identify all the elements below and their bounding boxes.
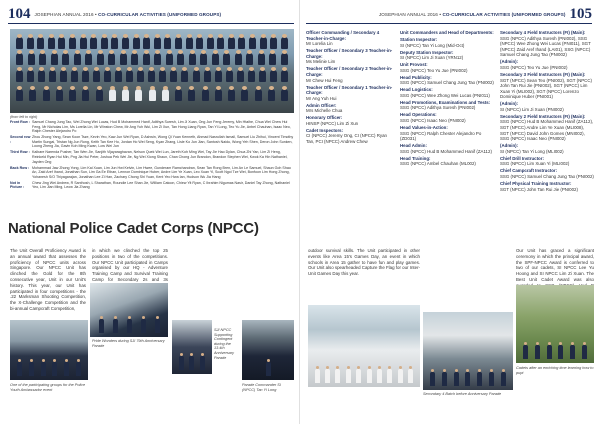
photo-figures <box>427 366 509 386</box>
running-head-right: JOSEPHIAN ANNUAL 2016 • CO-CURRICULAR ACTIVITIES (UNIFORMED GROUPS) <box>378 11 566 17</box>
officer-role: Unit Provost: <box>400 62 428 68</box>
officer-role: Deputy Station Inspector: <box>400 49 454 55</box>
officer-entry <box>306 30 394 47</box>
officer-role: Head Training: <box>400 155 431 161</box>
officer-name: SI (NPCC) Tan Yi Long (Mid-Oct) <box>400 42 465 48</box>
name-row <box>10 181 294 190</box>
officers-column-1 <box>306 30 394 146</box>
officer-entry <box>500 101 594 112</box>
row-names: Mohammad Jaw Zhong Yong, Lim Kai Xuan, Lim Jun Hwi Kelvin, Lim Hwee, Gunderam Ramchandran, Sean Tan Rong Bren, Lim An Le Samuel, Shaun Goh Shao An, Zaid Aref Ihand, Jonathan Sun, Lim Ga Ee Ethan, Lennon Dominique Huber, Andre Lim Ye Xuan, Leo Xuan Yi, Scott Ngoi Tze Wei, Bonfoon Lim Hong Zhong, Yohanesh S/O Thiyagarajan, Jonathan Lee Zi Han, Zachary Chong Shi Yuan, Kent Yeo Hwa Ian, Hudson Wu Jia Hang <box>32 165 291 179</box>
officer-name: SSG (NPCC) Wee Zhong Wei Lucas (PNI011) <box>400 92 490 98</box>
row-names: Chew Jing Wei Andrew, R Santhosh, L Sharathan, Roundie Lee Shan Jie, William Catoon, Chiew Yit Ryan, C Ibrahim Nigumas Nasir, Daniel Tay Zhong, Nathaniel Yeo, Lim Jian Ming, Leow Jia Zhang <box>32 180 290 190</box>
photo-order-note: (from left to right) <box>10 115 38 119</box>
photo-cadets-training <box>516 285 594 363</box>
officer-role: Teacher Officer / Secondary 2 Teacher-in-Charge: <box>306 66 393 77</box>
officer-role: (Admin): <box>500 101 519 107</box>
officer-role: (Admin): <box>500 59 519 65</box>
caption-contingent: SJI NPCC Supporting Contingent during the 13.4th Anniversary Parade <box>214 328 235 360</box>
body-column-1 <box>10 248 86 314</box>
officer-entry <box>500 156 594 167</box>
body-column-2 <box>92 248 168 282</box>
right-header <box>375 6 592 22</box>
officer-role: Head Promotions, Examinations and Tests: <box>400 99 491 105</box>
officer-entry <box>306 48 394 65</box>
officer-name: CI (NPCC) Jeremy Ong, CI (NPCC) Ryan Tan, PCI (NPCC) Andrew Chew <box>306 133 387 145</box>
publication-name: JOSEPHIAN ANNUAL 2016 <box>378 11 438 17</box>
officer-name: SSG (NPCC) Adithya Suresh (PNI002) <box>400 105 476 111</box>
right-page <box>300 0 600 424</box>
row-names: Kalbare Narenda Pusher, Tan Wen Jie, Sanjith Vijayaraghavan, Nelson Quek Wei Lun, Jareth Koh Ming Wei, Tay Jie Hao Dylan, Chua Zhi Yan, Lim Zi Heng, Reinkeld Ryan Hui Min, Png Jia Hui Peter, Joshua Pek Wei Jie, Ng Wei Xiong Shaun, Chan Chong Jun Brandon, Brandon Stephen Wei, Kwok Ka Hin Nathaniel, Jayden Ong <box>32 150 288 164</box>
photo-parade-commander <box>242 320 294 380</box>
name-row <box>10 150 294 164</box>
officer-entry <box>306 103 394 114</box>
officer-role: Head Admin: <box>400 143 427 149</box>
officer-role: Unit Commanders and Head of Departments: <box>400 30 494 35</box>
officer-name: SSG (NPCC) Teo Yu Jue (PNI002) <box>500 64 568 70</box>
officer-entry <box>306 66 394 83</box>
officer-entry <box>400 156 494 167</box>
running-head-left: JOSEPHIAN ANNUAL 2016 • CO-CURRICULAR ACTIVITIES (UNIFORMED GROUPS) <box>34 11 222 17</box>
caption-parade: One of the participating groups for the Police Youth Ambassador event <box>10 383 86 392</box>
officer-role: Honorary Officer: <box>306 115 343 121</box>
officer-entry <box>400 37 494 48</box>
officers-column-2 <box>400 30 494 168</box>
photo-figures <box>246 356 290 376</box>
officer-role: Chief Campcraft Instructor: <box>500 168 558 174</box>
officer-entry <box>400 62 494 73</box>
officer-name: HINSP (NPCC) Lim Zi Xun <box>306 120 359 126</box>
officers-column-3 <box>500 30 594 194</box>
officer-entry <box>500 181 594 192</box>
officer-role: Secondary 3 Field Instructors (FI) (Main): <box>500 71 586 77</box>
left-header <box>8 6 225 22</box>
caption-drum: Pride Wonders during SJI 79th Anniversary Parade <box>92 339 165 348</box>
officer-name: Mr Lorelia Lin <box>306 41 333 47</box>
publication-name: JOSEPHIAN ANNUAL 2016 <box>34 11 94 17</box>
group-photo-names <box>10 120 294 191</box>
officer-entry <box>500 72 594 100</box>
officer-entry <box>500 168 594 179</box>
officer-role: Head Operations: <box>400 112 437 118</box>
officer-entry <box>400 30 494 36</box>
officer-entry <box>400 125 494 142</box>
row-names: Samuel Chang Jung Tao, Wei Zhong Wei Lucas, Hud B Mohammed Hanif, Adithya Suresh, Lim Ji Xuan, Ong Jun Feng Jeremy, Min Htaihe, Chua Wei Chew Hui Feng, Mr Nicholas Lim, Ms Lorelia Lin, Mr Winston Chew, Mr Ang Yuh Wui, Lim Zi Xun, Tan Hong Liang Ryan, Tan Yi Long, Teo Yu Jie, Anbel Chauhan, Isaac Neo, Ralph Chester Alejandro Po <box>32 120 291 134</box>
officer-entry <box>400 50 494 61</box>
photo-secondary-4-batch <box>423 312 513 390</box>
officer-entry <box>400 75 494 86</box>
body-paragraph: The Unit Overall Proficiency Award is an annual award that assesses the proficiency of NPCC units across Singapore. Our NPCC Unit has clinched the Gold for the 8th consecutive year, Unit in our Unit's history. This year, our Unit has participated in four competitions - the .22 Marksman Shooting Competition, the X-Challenge Competition and the bi-annual Campcraft Competition, <box>10 248 86 311</box>
photo-figures <box>14 356 84 376</box>
photo-figures <box>176 350 208 370</box>
photo-drum-band <box>90 283 168 337</box>
caption-commander: Parade Commander SI (NPCC) Tan Yi Long <box>242 383 281 392</box>
row-label: Front Row : <box>10 120 30 124</box>
officer-name: Ms Melinie Lim <box>306 59 336 65</box>
caption-drill: Cadets after an enriching time learning how to pupt <box>516 366 594 375</box>
officer-name: Mrs Michelle Chua <box>306 108 343 114</box>
section-name: CO-CURRICULAR ACTIVITIES (UNIFORMED GROUPS) <box>98 11 222 17</box>
officer-role: Head Publicity: <box>400 74 432 80</box>
officer-role: Head Logistics: <box>400 87 433 93</box>
officer-role: (Admin): <box>500 143 519 149</box>
row-label: Not in Picture : <box>10 180 25 190</box>
name-row <box>10 120 294 134</box>
header-rule-right <box>306 23 592 24</box>
officer-role: Secondary 4 Field Instructors (FI) (Main): <box>500 30 586 35</box>
header-rule-left <box>8 23 294 24</box>
body-column-4 <box>516 248 594 284</box>
officer-role: Teacher Officer / Secondary 1 Teacher-in-Charge: <box>306 84 393 96</box>
officer-name: SSG (NPCC) Adithya Suresh (PNI002), SSG (NPCC) Wee Zhong Wei Lucas (PNI011), SGT (NPCC) Zaid Aref Ihand (LAI01), SSG (NPCC) Samuel Chang Jung Tao (PNI002) <box>500 35 591 58</box>
officer-entry <box>400 112 494 123</box>
photo-contingent <box>172 320 212 374</box>
officer-name: SSG (NPCC) Teo Yu Jue (PNI002) <box>400 67 468 73</box>
officer-name: SSG (NPCC) Hud B Mohammed Hanif (ZA112), SGT (NPCC) Andre Lim Ye Xuan (MLI008), SGT (NPCC) David John Gomes (MNI002), SSG (NPCC) Isaac Neo (PNI002) <box>500 119 594 142</box>
officer-role: Secondary 2 Field Instructors (FI) (Main): <box>500 113 586 119</box>
photo-police-youth <box>10 320 88 380</box>
officer-name: SI (NPCC) Lim Ji Xuan (PNI002) <box>500 106 564 112</box>
section-name: CO-CURRICULAR ACTIVITIES (UNIFORMED GROUPS) <box>442 11 566 17</box>
photo-figures <box>94 313 164 333</box>
photo-row-front <box>16 89 288 101</box>
officer-entry <box>306 128 394 145</box>
officer-role: Officer Commanding / Secondary 4 Teacher-in-Charge: <box>306 30 380 41</box>
officer-entry <box>500 59 594 70</box>
officer-name: SSG (NPCC) Hud B Mohammed Hanif (ZA112) <box>400 148 492 154</box>
officer-role: Head Values-in-Action: <box>400 125 448 131</box>
name-row <box>10 166 294 180</box>
page-number-left: 104 <box>8 5 31 22</box>
officer-name: SSG (NPCC) Samuel Chang Jung Tao (PNI002) <box>500 173 594 179</box>
photo-row-third <box>16 53 288 65</box>
caption-batch: Secondary 4 Batch before Anniversary Parade <box>423 392 502 396</box>
article-title: National Police Cadet Corps (NPCC) <box>8 220 259 237</box>
officer-entry <box>500 143 594 154</box>
group-photo <box>10 29 294 113</box>
officer-name: SSG (NPCC) Ambel Chauhan (ML002) <box>400 161 476 167</box>
officer-role: Chief Drill Instructor: <box>500 155 544 161</box>
officer-role: Chief Physical Training Instructor: <box>500 180 572 186</box>
row-names: Zhou Zhong Yang, Sean Koon Tsze, Kevin Yeo, Kaw Jun Wei Ryan, D Ashwin, Wong Qi Yuan Kenneth, Ahmad Nasrullah Ismail, Samuel Liu Zhihui, Vincent Timothy Martin Sungai, Tristan Ng Jun Rong, Keith Tan Kee Ho, Jordan Ho Wei Seng, Kyan Zhang, Lisle Ko Jun Jian, Santosh Naidu, Wong Yeh Shen, Deron John Sunken, Loong Zheng Jia, Gavin Koh Ming Kwan, Low Wei Jun <box>32 135 294 149</box>
officer-entry <box>500 30 594 58</box>
photo-figures <box>312 363 416 383</box>
officer-name: SSG (NPCC) Lim Xuan Yi (MLI002) <box>500 161 570 167</box>
officer-entry <box>400 143 494 154</box>
officer-name: SSG (NPCC) Isaac Neo (PNI002) <box>400 118 466 124</box>
body-paragraph: outdoor survival skills. The Unit participated in other events like Area 15's Games Day, an event in which schools in Area 15 gather to have fun and play games. Our Unit also spearheaded Capture the Flag for our Inter-Unit Games Day this year. <box>308 248 420 277</box>
officer-entry <box>500 114 594 142</box>
officer-name: SGT (NPCC) John Tan Rui Jie (PNI002) <box>500 186 578 192</box>
officer-entry <box>400 87 494 98</box>
body-column-3 <box>308 248 420 279</box>
officer-role: Teacher Officer / Secondary 3 Teacher-in-Charge: <box>306 48 393 59</box>
officer-entry <box>306 115 394 126</box>
officer-role: Cadet Inspectors: <box>306 127 344 133</box>
row-label: Third Row : <box>10 150 30 155</box>
row-label: Back Row : <box>10 165 30 170</box>
page-number-right: 105 <box>569 5 592 22</box>
officer-name: SI (NPCC) Tan Yi Long (MLI002) <box>500 148 564 154</box>
officer-name: SGT (NPCC) Sean Teo (PNI002), SGT (NPCC) John Tan Rui Jie (PNI002), SGT (NPCC) Lim Xuan Yi (MLI002), SGT (NPCC) Lorenzo Dominique Huber (PNI001) <box>500 77 592 100</box>
row-label: Second row : <box>10 135 31 144</box>
officer-name: SI (NPCC) Lim Ji Xuan (YRN12) <box>400 55 464 61</box>
article-title-bar <box>8 220 294 240</box>
officer-name: Mr Chew Hui Feng <box>306 77 343 83</box>
officer-role: Admin Officer: <box>306 102 337 108</box>
name-row <box>10 135 294 149</box>
body-paragraph: in which we clinched the top 25 positions in two of the competitions. Our NPCC Unit participated in Camps organised by our HQ - Adventure Training Camp and Survival Training Camp for Secondary 2s and 3s <box>92 248 168 282</box>
officer-name: Mr Ang Yuh Hui <box>306 95 337 101</box>
officer-name: SSG (NPCC) Samuel Chang Jung Tao (PNI002) <box>400 80 494 86</box>
officer-name: SSG (NPCC) Ralph Chester Alejandro Po (ZD031) <box>400 130 482 142</box>
photo-row-second <box>16 70 288 82</box>
officer-entry <box>400 100 494 111</box>
officer-role: Station Inspector: <box>400 36 438 42</box>
photo-figures <box>520 339 590 359</box>
officer-entry <box>306 85 394 102</box>
body-paragraph: Our Unit has graced a significant ceremony in which the principal award, the SPF-NPCC Award is conferred to two of our cadets, SI NPCC Lee Yu Hoong and SI NPCC Lim Zi Xuan. The Best Unit Cadet Award was also <box>516 248 594 282</box>
photo-unit-team <box>308 305 420 387</box>
photo-row-back <box>16 37 288 49</box>
